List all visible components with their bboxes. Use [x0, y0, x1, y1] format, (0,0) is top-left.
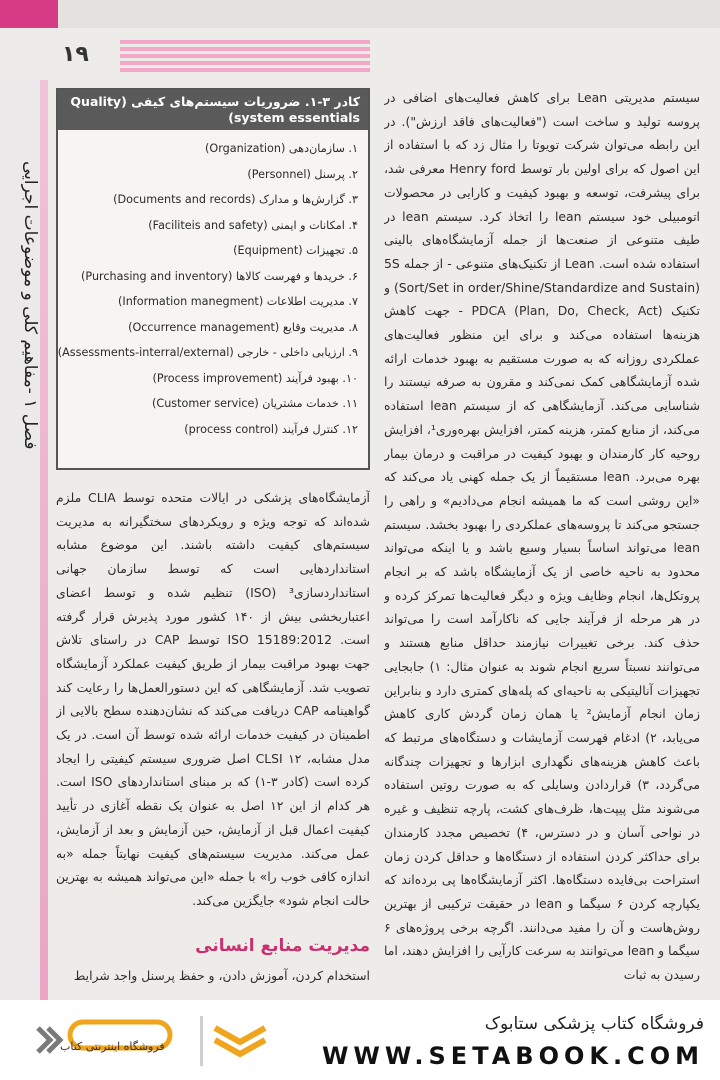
top-bar	[0, 0, 720, 28]
store-name: فروشگاه کتاب پزشکی ستابوک	[484, 1014, 704, 1034]
list-item: ۱۲. کنترل فرآیند (process control)	[184, 422, 358, 436]
section-text	[56, 964, 370, 998]
page-number: ۱۹	[62, 42, 89, 67]
paragraph: سیستم مدیریتی Lean برای کاهش فعالیت‌های اضافی در پروسه تولید و ساخت است ("فعالیت‌های فاقد ارزش"). در این رابطه می‌توان شرکت تویوتا را مثال زد که با استفاده از این اصول که برای اولین بار توسط Henry ford معرفی شد، برای پیشرفت، توسعه و بهبود کیفیت و کارایی در محصولات اتومبیلی خود سیستم lean را اتخاذ کرد. سیستم lean در طیف متنوعی از صنعت‌ها از جمله آزمایشگاه‌های بالینی استفاده شده است. Lean از تکنیک‌های متنوعی - از جمله 5S (Sort/Set in order/Shine/Standardize and Sustain) و تکنیک PDCA (Plan, Do, Check, Act) - جهت کاهش هزینه‌ها استفاده می‌کند و برای این منظور فعالیت‌های عملکردی روزانه که به صورت مستقیم به بهبود خدمات ارائه شده آزمایشگاهی کمک نمی‌کند و مقرون به صرفه نیستند را شناسایی می‌کند. آزمایشگاهی که از سیستم lean استفاده می‌کند، از منابع کمتر، هزینه کمتر، افزایش بهره‌وری¹، افزایش روحیه کار کارمندان و بهبود کیفیت در مراقبت و درمان بیمار بهره می‌برد. lean مستقیماً از یک جمله کهنی یاد می‌کند که «این روشی است که ما همیشه انجام می‌دادیم» و راهی را جستجو می‌کند تا پروسه‌های عملکردی را بهبود بخشد. سیستم lean می‌تواند اساساً بسیار وسیع باشد و یا اینکه می‌تواند محدود به ناحیه خاصی از یک آزمایشگاه باشد که بر انجام پروتکل‌ها، انجام وظایف ویژه و دیگر فعالیت‌ها تمرکز کرده و در هر مرحله از فرآیند جایی که ناکارآمد است را می‌تواند حذف کند. برخی تغییرات نیازمند حداقل منابع هستند و می‌توانند نسبتاً سریع انجام شوند به عنوان مثال: ۱) جابجایی تجهیزات آنالیتیکی به ناحیه‌ای که پله‌های کمتری دارد و بنابراین زمان انجام آزمایش² یا همان زمان گردش کاری کاهش می‌یابد، ۲) ادغام فهرست آزمایشات و دستگاه‌های مرتبط که باعث کاهش هزینه‌های نگهداری ابزارها و تجهیزات چندگانه می‌گردد، ۳) قراردادن وسایلی که به صورت روتین استفاده می‌شوند مثل پیپت‌ها، ظرف‌های کشت، پارچه تنظیف و غیره در نواحی آسان و در دسترس، ۴) تخصیص مجدد کارمندان برای حداکثر کردن استفاده از دستگاه‌ها و حداقل کردن زمان استراحت بی‌فایده دستگاه‌ها. اکثر آزمایشگاه‌ها پی برده‌اند که یکپارچه کردن ۶ سیگما و lean در حقیقت ترکیبی از بهترین روش‌هاست و آن را مفید می‌دانند. اگرچه برخی پروژه‌های ۶ سیگما و lean می‌توانند به سرعت کارآیی را افزایش دهند، اما رسیدن به ثبات	[384, 90, 700, 983]
list-item: ۱. سازمان‌دهی (Organization)	[205, 142, 358, 155]
right-column-text	[384, 86, 700, 998]
quality-essentials-box	[56, 88, 370, 470]
box-title: کادر ۳-۱. ضروریات سیستم‌های کیفی (Quality system essentials)	[58, 90, 368, 130]
store-url[interactable]: WWW.SETABOOK.COM	[321, 1042, 704, 1070]
list-item: ۱۰. بهبود فرآیند (Process improvement)	[152, 371, 358, 385]
list-item: ۲. پرسنل (Personnel)	[247, 167, 358, 181]
paragraph: آزمایشگاه‌های پزشکی در ایالات متحده توسط CLIA ملزم شده‌اند که توجه ویژه و رویکردهای سختگیرانه به مدیریت سیستم‌های کیفیت داشته باشند. این موضوع مشابه استانداردهایی است که توسط سازمان جهانی استانداردسازی³ (ISO) تنظیم شده و توسط اعضای اعتباربخشی بیش از ۱۴۰ کشور مورد پذیرش قرار گرفته است. ISO 15189:2012 توسط CAP در راستای تلاش جهت بهبود مراقبت بیمار از طریق کیفیت عملکرد آزمایشگاه تصویب شد. آزمایشگاهی که این دستورالعمل‌ها را رعایت کند گواهینامه CAP دریافت می‌کند که نشان‌دهنده سطح بالایی از اطمینان در کیفیت خدمات ارائه شده توسط آن است. در یک مدل مشابه، CLSI ۱۲ اصل ضروری سیستم کیفیتی را ایجاد کرده است (کادر ۳-۱) که بر مبنای استانداردهای ISO است. هر کدام از این ۱۲ اصل به عنوان یک نقطه آغازی در تأیید کیفیت اعمال قبل از آزمایش، حین آزمایش و بعد از آزمایش، عمل می‌کند. مدیریت سیستم‌های کیفیت نهایتاً جمله «به اندازه کافی خوب را» با جمله «این می‌تواند همیشه به بهترین حالت انجام شود» جایگزین می‌کند.	[56, 490, 370, 908]
list-item: ۳. گزارش‌ها و مدارک (Documents and records)	[113, 193, 358, 206]
section-heading: مدیریت منابع انسانی	[195, 936, 370, 956]
left-column-text	[56, 486, 370, 912]
chapter-title: فصل ۱ -مفاهیم کلی و موضوعات اجرایی	[20, 161, 40, 450]
box-list	[58, 130, 368, 442]
paragraph: استخدام کردن، آموزش دادن، و حفظ پرسنل واجد شرایط	[73, 968, 370, 983]
header-stripes	[120, 40, 370, 74]
logo-caption: فروشگاه اینترنتی کتاب	[60, 1040, 165, 1053]
list-item: ۸. مدیریت وقایع (Occurrence management)	[128, 320, 358, 334]
list-item: ۱۱. خدمات مشتریان (Customer service)	[152, 397, 358, 410]
list-item: ۴. امکانات و ایمنی (Faciliteis and safety)	[148, 218, 358, 232]
list-item: ۶. خریدها و فهرست کالاها (Purchasing and inventory)	[81, 269, 358, 283]
corner-accent	[0, 0, 58, 28]
list-item: ۷. مدیریت اطلاعات (Information manegment)	[118, 295, 358, 308]
list-item: ۵. تجهیزات (Equipment)	[233, 244, 358, 257]
footer-banner	[0, 1000, 720, 1080]
list-item: ۹. ارزیابی داخلی - خارجی (Assessments-interral/external)	[57, 346, 358, 359]
side-accent	[40, 80, 48, 1000]
